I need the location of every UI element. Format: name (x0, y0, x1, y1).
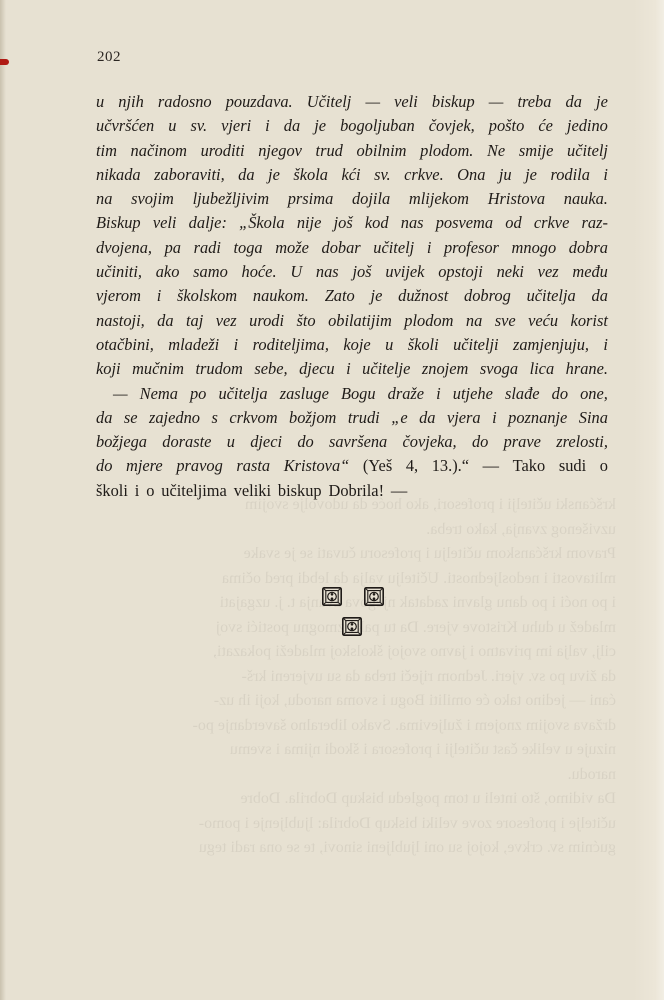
word: dobra (568, 237, 608, 257)
word: pa (164, 237, 181, 257)
word: znojem (421, 359, 469, 379)
word: mučnim (132, 359, 184, 379)
page-edge (634, 0, 664, 1000)
page-gutter-shadow (0, 0, 6, 1000)
word: ljubežljivim (192, 189, 270, 209)
word: obilatijim (328, 310, 392, 330)
bleed-line: gućnim sv. crkve, kojoj su oni ljubljeni sinovi, te se ona radi tegu (198, 839, 616, 856)
word: Biskup (96, 213, 141, 233)
word: na (96, 189, 113, 209)
word: se (123, 407, 138, 427)
text-line (96, 357, 608, 381)
word: korist (570, 310, 608, 330)
word: u (226, 432, 235, 452)
word: od (505, 213, 522, 233)
word: ako (155, 262, 180, 282)
bleed-through-text (96, 493, 616, 861)
text-line (96, 309, 608, 333)
word: Ne (487, 140, 506, 160)
word: dalje: (188, 213, 227, 233)
word: mnogo (511, 237, 557, 257)
word: njih (118, 92, 144, 111)
word: kod (364, 213, 389, 233)
bleed-line: mladež u duhu Kristove vjere. Da tu pak uzmognu postići svoj (215, 618, 616, 636)
word: i (156, 286, 162, 306)
word: U (290, 262, 303, 282)
word: da (419, 407, 436, 427)
bleed-line: mlitavosti i nedosljednosti. Učitelju valja da lebdi pred očima (221, 569, 616, 587)
word: da (238, 164, 255, 184)
word: škola (293, 164, 328, 184)
word: plodom (404, 310, 454, 330)
word: da (157, 310, 174, 330)
word: i (492, 407, 497, 427)
word: jedino (566, 116, 608, 136)
word: doraste (162, 432, 212, 452)
word: do (471, 432, 489, 452)
word: nas (400, 213, 424, 233)
word: draže (387, 383, 425, 403)
word: dojila (351, 189, 391, 209)
bleed-line: država svojim znojem i žuljevima. Svako liberalno šaverdanje po- (192, 716, 616, 734)
text-line (96, 382, 608, 406)
word: Tako (512, 456, 546, 476)
word: i (265, 116, 270, 136)
word: zasluge (279, 383, 329, 403)
word: učiteljima (161, 480, 227, 500)
word: sv. (374, 164, 391, 184)
word: opstoji (438, 262, 483, 282)
word: učiniti, (96, 262, 142, 282)
body-text (96, 90, 608, 503)
word: hrane. (565, 359, 608, 379)
word: svojim (131, 189, 174, 209)
word: (Yeš (362, 456, 393, 476)
word: hoće. (241, 262, 277, 282)
word: načinom (130, 140, 187, 160)
word: učitelji (453, 334, 499, 354)
word: učitelja (526, 286, 576, 306)
word: po (189, 383, 207, 403)
word: smije (518, 140, 554, 160)
bleed-line: uzvišenog zvanja, kako treba. (426, 520, 616, 538)
word: učitelje (362, 359, 411, 379)
word: otačbini, (96, 334, 154, 354)
word: vez (215, 310, 237, 330)
word: pošto (488, 116, 525, 136)
word: dvojena, (96, 237, 152, 257)
word: rasta (236, 456, 271, 476)
text-line (96, 333, 608, 357)
word: kći (341, 164, 361, 184)
word: „Škola (239, 213, 285, 233)
word: profesor (443, 237, 499, 257)
bleed-line: da živu po sv. vjeri. Jednom riječi treba da su uvjereni krš- (241, 667, 616, 685)
word: 13.).“ (431, 456, 470, 476)
ornamental-dinkus-icon (323, 588, 341, 605)
word: roditeljima, (252, 334, 329, 354)
text-line (96, 260, 608, 284)
word: utjehe (452, 383, 493, 403)
word: o (599, 456, 608, 476)
word: — (113, 383, 128, 403)
word: sudi (558, 456, 587, 476)
word: prsima (287, 189, 334, 209)
word: do (297, 432, 314, 452)
word: Sina (578, 407, 608, 427)
ornamental-dinkus-icon (343, 618, 361, 635)
word: trud (315, 140, 343, 160)
word: školi (96, 480, 128, 500)
word: u (385, 334, 394, 354)
text-line (96, 284, 608, 308)
word: učitelj (567, 140, 608, 160)
word: učitelj (373, 237, 415, 257)
word: nastoji, (96, 310, 145, 330)
word: trudom (195, 359, 243, 379)
word: s (211, 407, 218, 427)
word: uroditi (200, 140, 245, 160)
word: crkve (533, 213, 570, 233)
word: samo (193, 262, 228, 282)
word: njegov (258, 140, 302, 160)
bleed-line: narodu. (567, 765, 616, 783)
word: obilnim (356, 140, 407, 160)
word: školi (407, 334, 439, 354)
word: vjeri (221, 116, 252, 136)
word: sve (494, 310, 516, 330)
bleed-line: kršćanski učitelji i profesori, ako hoće da udovolje svojim (244, 496, 616, 513)
text-line (96, 90, 608, 114)
word: je (525, 164, 537, 184)
word: božjom (289, 407, 337, 427)
text-line (96, 139, 608, 163)
word: — (488, 92, 504, 111)
word: pouzdava. (225, 92, 293, 111)
text-line (96, 236, 608, 260)
word: čovjek, (428, 116, 475, 136)
word: poznanje (508, 407, 568, 427)
word: da (96, 407, 113, 427)
word: Učitelj (306, 92, 352, 111)
page-number: 202 (97, 49, 121, 65)
word: i (436, 383, 441, 403)
word: tim (96, 140, 117, 160)
word: učvršćen (96, 116, 155, 136)
word: veliki (233, 480, 272, 500)
word: bogoljuban (340, 116, 415, 136)
word: i (346, 359, 351, 379)
word: još (333, 213, 353, 233)
word: veli (394, 92, 418, 111)
word: i (233, 334, 239, 354)
text-line (96, 454, 608, 478)
word: toga (233, 237, 263, 257)
word: na (465, 310, 483, 330)
word: trudi (347, 407, 380, 427)
word: u (96, 92, 105, 111)
word: je (268, 164, 280, 184)
word: mlijekom (408, 189, 469, 209)
word: radi (193, 237, 221, 257)
ornamental-dinkus-icon (365, 588, 383, 605)
word: i (134, 480, 140, 500)
word: sebe, (254, 359, 288, 379)
word: i (603, 334, 608, 354)
word: učitelja (218, 383, 268, 403)
word: neki (496, 262, 524, 282)
word: radosno (157, 92, 212, 111)
word: vjera (446, 407, 481, 427)
word: Bogu (340, 383, 376, 403)
word: zaboraviti, (154, 164, 225, 184)
word: plodom. (420, 140, 474, 160)
word: koje (343, 334, 371, 354)
word: — (365, 92, 381, 111)
text-line (96, 479, 608, 503)
word: — (482, 456, 500, 476)
word: urodi (249, 310, 285, 330)
word: čovjeka, (402, 432, 457, 452)
word: prave (503, 432, 541, 452)
text-line (96, 406, 608, 430)
word: i (603, 164, 608, 184)
text-line (96, 187, 608, 211)
word: da (591, 286, 608, 306)
word: djecu (299, 359, 335, 379)
text-line (96, 114, 608, 138)
word: Kristova“ (283, 456, 350, 476)
word: pravog (176, 456, 223, 476)
margin-red-mark (0, 59, 9, 65)
word: savršena (328, 432, 388, 452)
word: je (370, 286, 383, 306)
word: Dobrila! (328, 480, 385, 500)
bleed-line: Da vidimo, što inteli u tom pogledu biskup Dobrila. Dobre (240, 790, 616, 807)
bleed-line: Pravom kršćanskom učitelju i profesoru čuvati se je svake (243, 545, 616, 562)
word: je (596, 92, 608, 111)
word: veli (152, 213, 177, 233)
text-line (96, 163, 608, 187)
word: Nema (139, 383, 178, 403)
bleed-line: nizuje u velike čast učitelji i profesora i škodi njima i svemu (229, 741, 616, 758)
word: — (390, 480, 408, 500)
word: zrelosti, (556, 432, 608, 452)
word: mjere (126, 456, 163, 476)
word: Ona (457, 164, 486, 184)
word: naukom. (252, 286, 309, 306)
word: dobar (321, 237, 361, 257)
bleed-line: cilj, valja im privatno i javno svojoj školskoj mladeži pokazati, (212, 643, 616, 660)
word: do (551, 383, 569, 403)
word: taj (186, 310, 204, 330)
word: lica (529, 359, 555, 379)
word: one, (580, 383, 608, 403)
word: mladeži (168, 334, 220, 354)
word: rodila (550, 164, 590, 184)
word: nije (296, 213, 322, 233)
word: što (296, 310, 316, 330)
word: će (538, 116, 553, 136)
word: nauka. (563, 189, 608, 209)
word: Zato (324, 286, 355, 306)
word: „e (391, 407, 408, 427)
word: može (275, 237, 309, 257)
word: veću (528, 310, 559, 330)
word: vjerom (96, 286, 141, 306)
text-line (96, 211, 608, 235)
word: slađe (504, 383, 540, 403)
word: školskom (177, 286, 238, 306)
word: o (146, 480, 155, 500)
word: crkvom (229, 407, 278, 427)
word: do (96, 456, 113, 476)
word: 4, (405, 456, 419, 476)
word: treba (517, 92, 552, 111)
word: i (426, 237, 432, 257)
word: sv. (190, 116, 208, 136)
word: biskup (277, 480, 322, 500)
text-line (96, 430, 608, 454)
word: među (572, 262, 608, 282)
word: da (283, 116, 301, 136)
word: nikada (96, 164, 141, 184)
word: biskup (431, 92, 475, 111)
word: još (352, 262, 372, 282)
word: crkve. (404, 164, 444, 184)
word: zajedno (148, 407, 200, 427)
bleed-line: učitelje i profesore zove veliki biskup Dobrila: ljubljenje i pomo- (198, 814, 616, 832)
word: nas (315, 262, 339, 282)
word: da (565, 92, 582, 111)
word: u (168, 116, 177, 136)
bleed-line: i po noći i po danu glavni zadatak njegova zvanja t. j. uzgajati (219, 594, 616, 611)
word: ju (498, 164, 512, 184)
word: božjega (96, 432, 147, 452)
word: zamjenjuju, (512, 334, 590, 354)
word: je (314, 116, 327, 136)
word: vez (537, 262, 559, 282)
word: dužnost (398, 286, 449, 306)
word: djeci (250, 432, 283, 452)
word: svoga (479, 359, 519, 379)
word: koji (96, 359, 121, 379)
word: posvema (435, 213, 494, 233)
word: dobrog (464, 286, 511, 306)
word: uvijek (385, 262, 425, 282)
word: Hristova (487, 189, 546, 209)
word: raz- (581, 213, 608, 233)
bleed-line: ćani — jedino tako će omiliti Bogu i svoma narodu, koji ih uz- (213, 692, 616, 709)
